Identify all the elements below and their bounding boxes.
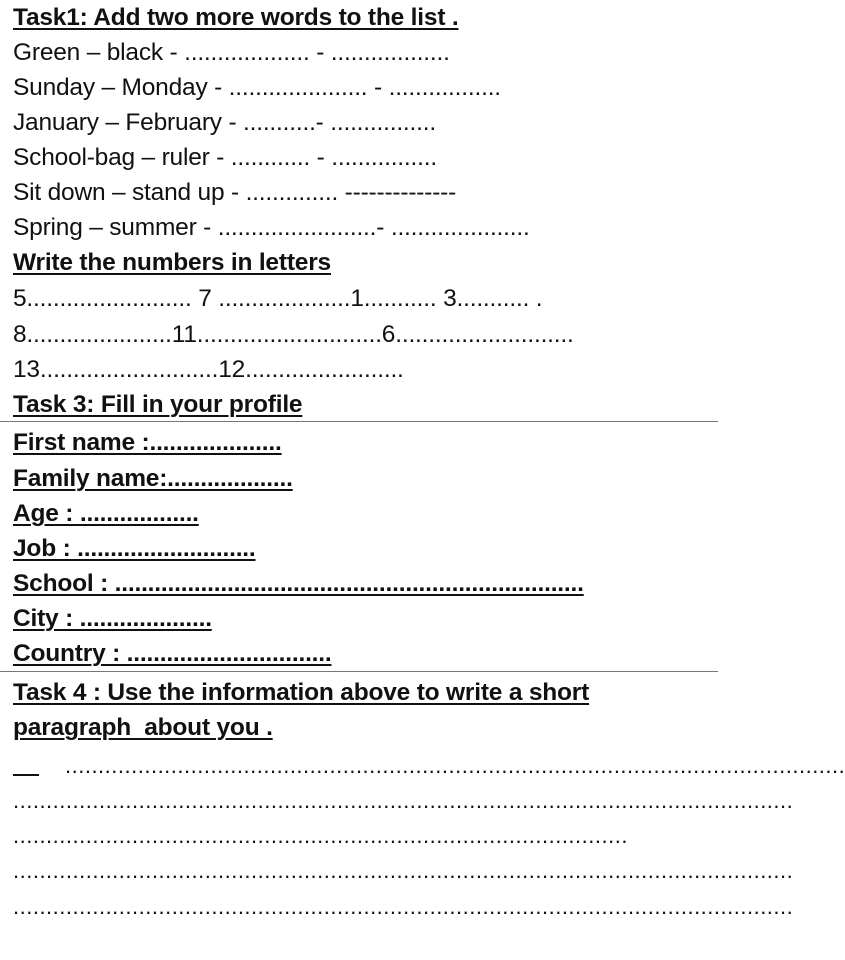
profile-country: Country : ...............................: [13, 640, 332, 667]
task1-line-2: Sunday – Monday - ..................... - .................: [13, 74, 501, 101]
profile-family-name: Family name:...................: [13, 465, 293, 492]
task1-line-6: Spring – summer - ........................- .....................: [13, 214, 530, 241]
profile-age: Age : ..................: [13, 500, 199, 527]
task4-title-line-1: Task 4 : Use the information above to write a short: [13, 679, 590, 706]
task1-line-4: School-bag – ruler - ............ - ................: [13, 144, 437, 171]
numbers-line-3: 13...........................12........................: [13, 356, 404, 383]
writing-line-5: ......................................................................................................................: [13, 894, 794, 919]
task2-title: Write the numbers in letters: [13, 249, 331, 276]
profile-city: City : ....................: [13, 605, 212, 632]
writing-line-2: ......................................................................................................................: [13, 788, 794, 813]
writing-line-4: ......................................................................................................................: [13, 858, 794, 883]
task3-title: Task 3: Fill in your profile: [13, 391, 303, 418]
profile-job: Job : ...........................: [13, 535, 256, 562]
section-divider: [0, 671, 718, 672]
task1-line-3: January – February - ...........- ................: [13, 109, 436, 136]
writing-start-mark: [13, 774, 39, 776]
numbers-line-1: 5......................... 7 ....................1........... 3........... .: [13, 285, 543, 312]
task1-title: Task1: Add two more words to the list .: [13, 4, 459, 31]
task1-line-5: Sit down – stand up - .............. --------------: [13, 179, 457, 206]
task4-title-line-2: paragraph about you .: [13, 714, 273, 741]
profile-school: School : .......................................................................: [13, 570, 584, 597]
numbers-line-2: 8......................11............................6...........................: [13, 321, 574, 348]
section-divider: [0, 421, 718, 422]
writing-line-1: ......................................................................................................................: [65, 753, 845, 778]
profile-first-name: First name :....................: [13, 429, 282, 456]
task1-line-1: Green – black - ................... - ..................: [13, 39, 450, 66]
writing-line-3: .............................................................................................: [13, 823, 628, 848]
